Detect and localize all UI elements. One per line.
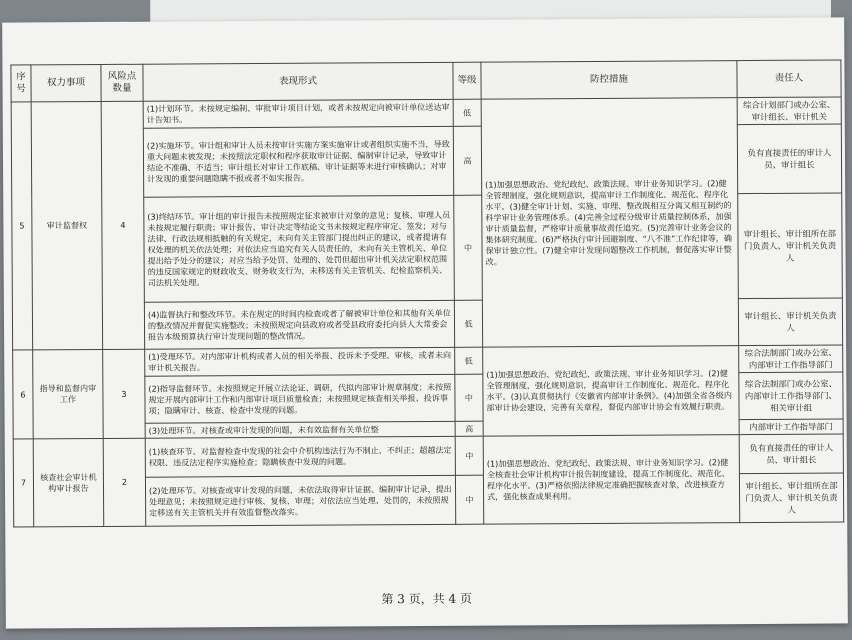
risk-count: 2 — [103, 438, 146, 526]
header-cell: 序号 — [11, 65, 31, 102]
power-item: 审计监督权 — [31, 101, 103, 349]
control-measures: (1)加强思想政治、党纪政纪、政策法规、审计业务知识学习。(2)健全管理制度，强化规则意识，提高审计工作制度化、规范化、程序化水平。(3)认真贯彻执行《安徽省内部审计条例》。(4)加强全省各级内部审计协会建设，完善有关章程，督促内部审计协会有效履行职责。 — [483, 346, 740, 437]
table-row — [13, 434, 843, 478]
table-row — [13, 345, 843, 377]
responsible-person: 内部审计工作指导部门 — [739, 419, 843, 435]
header-row — [11, 60, 841, 102]
responsible-person: 审计组长、审计组所在部门负责人、审计机关负责人 — [739, 473, 843, 523]
risk-level: 中 — [455, 475, 483, 524]
responsible-person: 综合法制部门或办公室、内部审计工作指导部门 — [739, 345, 843, 373]
risk-form: (3)终结环节。审计组的审计报告未按照规定征求被审计对象的意见；复核、审理人员未按规定履行职责；审计报告、审计决定等结论文书未按规定程序审定、签发；对与法律、行政法规相抵触的有关规定，未向有关主管部门提出纠正的建议，或者提请有权处理的机关依法处理；对依法应当追究有关人员责任的，未向有关主管机关、单位提出给予处分的建议；对应当给予处罚、处理的、处罚但超出审计机关法定职权范围的违反国家规定的财政收支、财务收支行为，未移送有关主管机关、纪检监察机关、司法机关处理。 — [144, 195, 455, 302]
risk-level: 高 — [453, 126, 481, 195]
risk-form: (1)计划环节。未按规定编制、审批审计项目计划，或者未按规定向被审计单位送达审计告知书。 — [143, 99, 453, 128]
risk-count: 4 — [101, 101, 145, 349]
risk-level: 低 — [453, 99, 481, 126]
row-number: 6 — [13, 350, 34, 439]
control-measures: (1)加强思想政治、党纪政纪、政策法规、审计业务知识学习。(2)健全管理制度，强化规则意识，提高审计工作制度化、规范化、程序化水平。(3)健全审计计划、实施、审理、整改既相互分离又相互制约的科学审计业务管理体系。(4)完善全过程分级审计质量控制体系，加强审计质量监督，严格审计质量事故责任追究。(5)完善审计业务会议的集体研究制度。(6)严格执行审计回避制度、“八不准”工作纪律等，确保审计独立性。(7)健全审计发现问题整改工作机制，督促落实审计整改。 — [481, 98, 739, 348]
risk-level: 中 — [455, 436, 483, 475]
risk-count: 3 — [103, 349, 146, 438]
responsible-person: 负有直接责任的审计人员、审计组长 — [737, 124, 841, 194]
risk-form: (4)监督执行和整改环节。未在规定的时间内检查或者了解被审计单位和其他有关单位的整改情况并督促实施整改；未按照规定向县政府或者受县政府委托向县人大常委会报告本级预算执行审计发现问题的整改情况。 — [144, 300, 454, 349]
header-cell: 风险点数量 — [101, 64, 143, 101]
header-cell: 表现形式 — [143, 62, 453, 101]
page-number: 第 3 页，共 4 页 — [381, 591, 472, 607]
header-cell: 权力事项 — [31, 64, 101, 101]
responsible-person: 审计组长、审计机关负责人 — [738, 298, 842, 346]
risk-form: (2)实施环节。审计组和审计人员未按审计实施方案实施审计或者组织实施不当，导致重大问题未被发现；未按照法定职权和程序获取审计证据、编制审计记录，导致审计结论不准确、不适当；审计组长对审计工作底稿、审计证据等未进行审核确认；对审计发现的重要问题隐瞒不报或者不如实报告。 — [143, 126, 453, 197]
table-row — [11, 97, 841, 129]
risk-form: (2)处理环节。对核查或审计发现的问题，未依法取得审计证据、编制审计记录，提出处理意见；未按照规定进行审核、复核、审理；对依法应当处理、处罚的，未按照规定移送有关主管机关并有效监督整改落实。 — [145, 475, 455, 526]
header-cell: 责任人 — [737, 60, 841, 98]
risk-control-table — [10, 59, 844, 527]
row-number: 7 — [13, 439, 34, 527]
risk-level: 低 — [455, 347, 483, 374]
risk-level: 低 — [454, 300, 482, 347]
control-measures: (1)加强思想政治、党纪政纪、政策法规、审计业务知识学习。(2)健全核查社会审计机构审计报告制度建设，提高工作制度化、规范化、程序化水平。(3)严格依照法律规定准确把握核查对象，改进核查方式，强化核查成果利用。 — [483, 435, 740, 525]
document-page — [2, 17, 848, 628]
risk-form: (2)指导监督环节。未按照规定开展立法论证、调研，代拟内部审计规章制度；未按照规定开展内部审计工作和内部审计项目质量检查；未按照规定核查相关举报、投诉事项；隐瞒审计、核查、检查中发现的问题。 — [145, 374, 455, 423]
responsible-person: 审计组长、审计组所在部门负责人、审计机关负责人 — [738, 193, 843, 299]
risk-form: (3)处理环节。对核查或审计发现的问题，未有效监督有关单位整 — [145, 421, 455, 438]
power-item: 指导和监督内审工作 — [33, 349, 104, 438]
header-cell: 等级 — [453, 62, 481, 99]
responsible-person: 综合计划部门或办公室、审计组长、审计机关 — [737, 97, 841, 125]
header-cell: 防控措施 — [481, 61, 737, 100]
risk-form: (1)核查环节。对监督检查中发现的社会中介机构违法行为不制止、不纠正；超越法定权限、违反法定程序实施检查；隐瞒核查中发现的问题。 — [145, 436, 455, 477]
responsible-person: 负有直接责任的审计人员、审计组长 — [739, 434, 843, 474]
row-number: 5 — [11, 102, 33, 350]
risk-level: 中 — [454, 195, 483, 300]
responsible-person: 综合法制部门或办公室、内部审计工作指导部门、相关审计组 — [739, 372, 843, 420]
risk-level: 中 — [455, 374, 483, 421]
risk-form: (1)受理环节。对内部审计机构或者人员的相关举报、投诉未予受理、审核，或者未向审计机关报告。 — [145, 347, 455, 376]
power-item: 核查社会审计机构审计报告 — [33, 438, 104, 526]
risk-level: 高 — [455, 421, 483, 436]
